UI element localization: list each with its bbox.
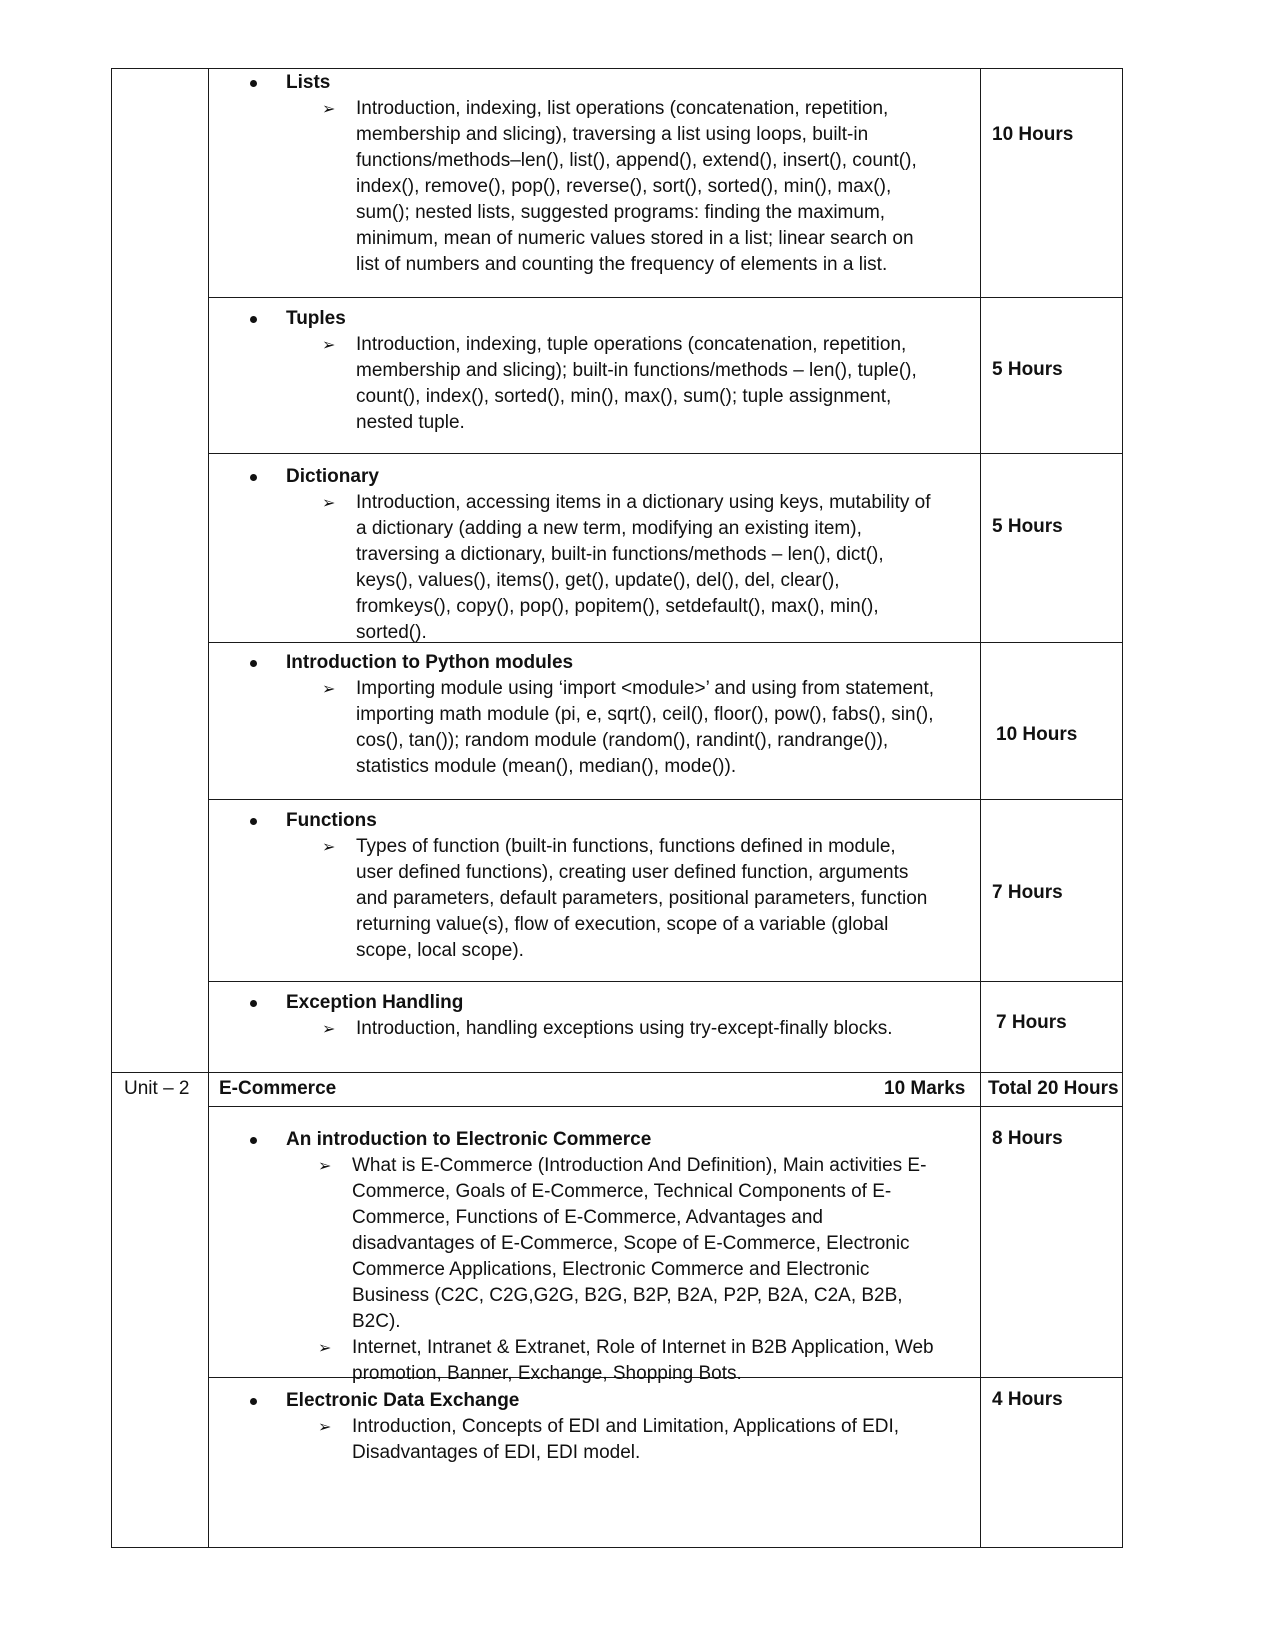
row-divider xyxy=(208,799,1123,800)
topic-point: ➢ Internet, Intranet & Extranet, Role of Internet in B2B Application, Web promotion, Banner, Exchange, Shopping Bots. xyxy=(352,1335,942,1387)
topic-tuples xyxy=(208,306,936,436)
hours-value: 8 Hours xyxy=(992,1128,1063,1149)
topic-exception-handling xyxy=(208,990,936,1042)
row-divider xyxy=(208,1106,1123,1107)
topic-title: Tuples xyxy=(286,306,936,332)
topic-python-modules xyxy=(208,650,936,780)
table-border-top xyxy=(111,68,1123,69)
topic-point: ➢ Types of function (built-in functions, functions defined in module, user defined functions), creating user defined function, arguments and parameters, default parameters, positional parameters, function returning value(s), flow of execution, scope of a variable (global scope, local scope). xyxy=(356,834,936,964)
topic-title: Electronic Data Exchange xyxy=(286,1388,942,1414)
topic-title: Dictionary xyxy=(286,464,936,490)
topic-title: Exception Handling xyxy=(286,990,936,1016)
hours-value: 10 Hours xyxy=(996,724,1078,745)
table-border-right xyxy=(1122,68,1123,1548)
topic-title: Introduction to Python modules xyxy=(286,650,936,676)
row-divider xyxy=(208,297,1123,298)
topic-point: ➢ Introduction, accessing items in a dictionary using keys, mutability of a dictionary (adding a new term, modifying an existing item), traversing a dictionary, built-in functions/methods – len(), dict(), keys(), values(), items(), get(), update(), del(), del, clear(), fromkeys(), copy(), pop(), popitem(), setdefault(), max(), min(), sorted(). xyxy=(356,490,936,646)
unit-label: Unit – 2 xyxy=(124,1078,190,1099)
hours-value: 4 Hours xyxy=(992,1389,1063,1410)
topic-title: Lists xyxy=(286,70,936,96)
topic-point: ➢ Introduction, Concepts of EDI and Limitation, Applications of EDI, Disadvantages of EDI, EDI model. xyxy=(352,1414,942,1466)
topic-title: An introduction to Electronic Commerce xyxy=(286,1127,942,1153)
topic-title: Functions xyxy=(286,808,936,834)
hours-value: 7 Hours xyxy=(992,882,1063,903)
topic-point: ➢ Introduction, indexing, list operations (concatenation, repetition, membership and slicing), traversing a list using loops, built-in functions/methods–len(), list(), append(), extend(), insert(), count(), index(), remove(), pop(), reverse(), sort(), sorted(), min(), max(), sum(); nested lists, suggested programs: finding the maximum, minimum, mean of numeric values stored in a list; linear search on list of numbers and counting the frequency of elements in a list. xyxy=(356,96,936,278)
unit-marks: 10 Marks xyxy=(884,1078,966,1099)
hours-value: 7 Hours xyxy=(996,1012,1067,1033)
table-border-left xyxy=(111,68,112,1548)
column-divider-hours xyxy=(980,68,981,1548)
topic-edi xyxy=(208,1388,942,1466)
hours-value: 5 Hours xyxy=(992,516,1063,537)
topic-dictionary xyxy=(208,464,936,646)
topic-functions xyxy=(208,808,936,964)
topic-point: ➢ Introduction, handling exceptions using try-except-finally blocks. xyxy=(356,1016,936,1042)
topic-point: ➢ Introduction, indexing, tuple operations (concatenation, repetition, membership and slicing); built-in functions/methods – len(), tuple(), count(), index(), sorted(), min(), max(), sum(); tuple assignment, nested tuple. xyxy=(356,332,936,436)
topic-ecommerce-intro xyxy=(208,1127,942,1387)
row-divider xyxy=(111,1072,1123,1073)
unit-name: E-Commerce xyxy=(219,1078,337,1099)
topic-point: ➢ Importing module using ‘import <module>’ and using from statement, importing math module (pi, e, sqrt(), ceil(), floor(), pow(), fabs(), sin(), cos(), tan()); random module (random(), randint(), randrange()), statistics module (mean(), median(), mode()). xyxy=(356,676,936,780)
table-border-bottom xyxy=(111,1547,1123,1548)
row-divider xyxy=(208,453,1123,454)
topic-lists xyxy=(208,70,936,278)
unit-total-hours: Total 20 Hours xyxy=(988,1078,1119,1099)
row-divider xyxy=(208,981,1123,982)
topic-point: ➢ What is E-Commerce (Introduction And Definition), Main activities E-Commerce, Goals of E-Commerce, Technical Components of E-Commerce, Functions of E-Commerce, Advantages and disadvantages of E-Commerce, Scope of E-Commerce, Electronic Commerce Applications, Electronic Commerce and Electronic Business (C2C, C2G,G2G, B2G, B2P, B2A, P2P, B2A, C2A, B2B, B2C). xyxy=(352,1153,942,1335)
hours-value: 5 Hours xyxy=(992,359,1063,380)
hours-value: 10 Hours xyxy=(992,124,1074,145)
